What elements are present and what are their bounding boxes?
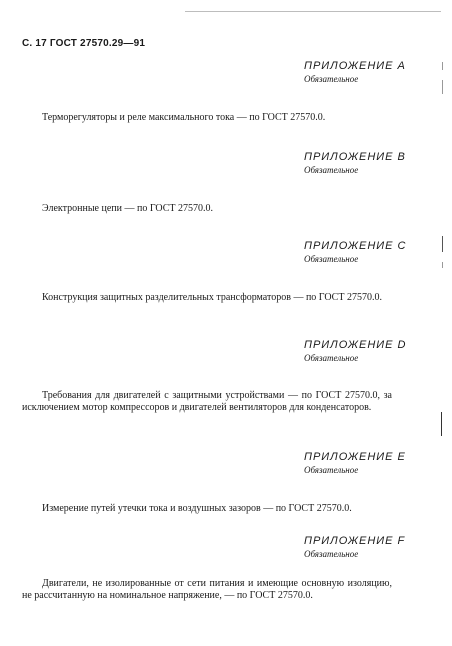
appendix-f-text: Двигатели, не изолированные от сети питания и имеющие основную изоляцию, не рассчитанную на номинальное напряжение, — по ГОСТ 27570.0. [22,578,392,601]
appendix-title: ПРИЛОЖЕНИЕ А [304,60,406,72]
margin-mark [442,62,443,70]
appendix-title: ПРИЛОЖЕНИЕ D [304,339,407,351]
margin-mark [441,412,442,436]
appendix-note: Обязательное [304,549,359,559]
appendix-note: Обязательное [304,74,359,84]
appendix-d-text: Требования для двигателей с защитными устройствами — по ГОСТ 27570.0, за исключением мотор компрессоров и двигателей вентиляторов для конденсаторов. [22,390,392,413]
appendix-d-heading [304,339,444,364]
appendix-c-text: Конструкция защитных разделительных трансформаторов — по ГОСТ 27570.0. [42,292,382,303]
appendix-b-heading [304,151,444,176]
margin-mark [442,80,443,94]
appendix-title: ПРИЛОЖЕНИЕ С [304,240,407,252]
page-header: С. 17 ГОСТ 27570.29—91 [22,38,146,49]
appendix-title: ПРИЛОЖЕНИЕ F [304,535,406,547]
appendix-e-text: Измерение путей утечки тока и воздушных зазоров — по ГОСТ 27570.0. [42,503,352,514]
appendix-a-text: Терморегуляторы и реле максимального тока — по ГОСТ 27570.0. [42,112,326,123]
margin-mark [442,262,443,268]
appendix-a-heading [304,60,444,85]
appendix-title: ПРИЛОЖЕНИЕ В [304,151,406,163]
appendix-b-text: Электронные цепи — по ГОСТ 27570.0. [42,203,213,214]
appendix-note: Обязательное [304,465,359,475]
top-rule [185,11,441,12]
appendix-note: Обязательное [304,254,359,264]
appendix-title: ПРИЛОЖЕНИЕ Е [304,451,406,463]
appendix-note: Обязательное [304,165,359,175]
appendix-c-heading [304,240,444,265]
appendix-e-heading [304,451,444,476]
appendix-f-heading [304,535,444,560]
appendix-note: Обязательное [304,353,359,363]
margin-mark [442,236,443,252]
